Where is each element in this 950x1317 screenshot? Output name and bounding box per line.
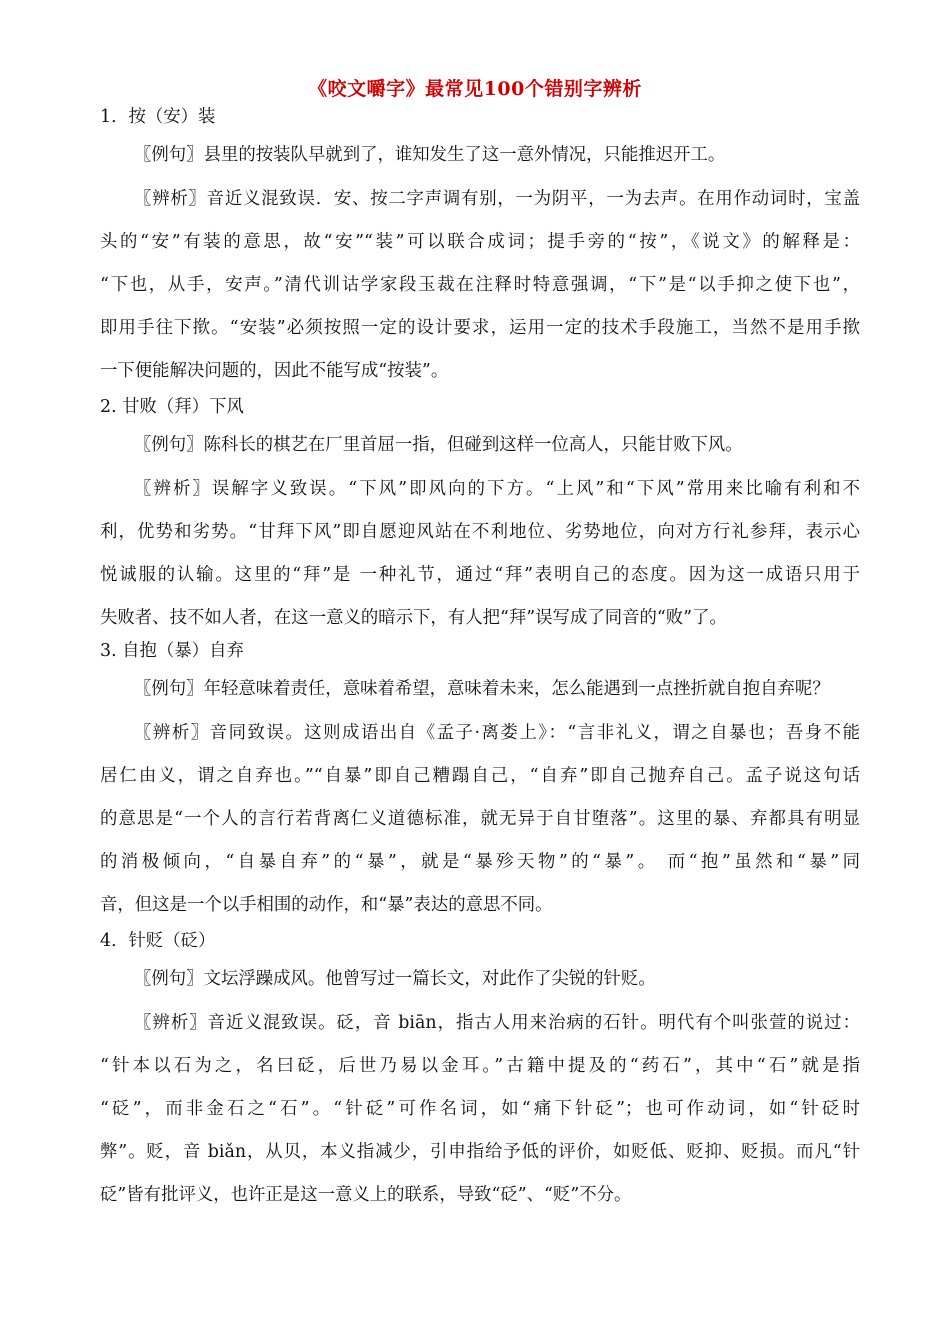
item-1-example bbox=[100, 134, 860, 177]
item-2-analysis-line: 悦诚服的认输。这里的“拜”是 一种礼节，通过“拜”表明自己的态度。因为这一成语只用于 bbox=[100, 565, 860, 585]
item-4-example bbox=[100, 958, 860, 1001]
item-3-analysis-line: 〖辨析〗音同致误。这则成语出自《孟子·离娄上》：“言非礼义，谓之自暴也；吾身不能 bbox=[134, 723, 860, 743]
item-4-analysis bbox=[100, 1002, 860, 1217]
item-2-analysis-line: 失败者、技不如人者，在这一意义的暗示下，有人把“拜”误写成了同音的“败”了。 bbox=[100, 608, 727, 628]
item-1-analysis bbox=[100, 178, 860, 393]
item-4-analysis-line: “砭”，而非金石之“石”。“针砭”可作名词，如“痛下针砭”；也可作动词，如“针砭时 bbox=[100, 1099, 860, 1119]
item-4-example-text: 〖例句〗文坛浮躁成风。他曾写过一篇长文，对此作了尖锐的针贬。 bbox=[134, 969, 656, 989]
item-4-heading: 4．针贬（砭） bbox=[100, 931, 216, 951]
item-2-analysis bbox=[100, 468, 860, 640]
item-2-analysis-line: 利，优势和劣势。“甘拜下风”即自愿迎风站在不利地位、劣势地位，向对方行礼参拜，表示心 bbox=[100, 522, 860, 542]
item-3-heading: 3. 自抱（暴）自弃 bbox=[100, 641, 244, 661]
item-3-analysis bbox=[100, 712, 860, 927]
item-3-analysis-line: 音，但这是一个以手相围的动作，和“暴”表达的意思不同。 bbox=[100, 895, 553, 915]
item-2-heading: 2. 甘败（拜）下风 bbox=[100, 397, 244, 417]
item-1-analysis-line: 头的“安”有装的意思，故“安”“装”可以联合成词；提手旁的“按”，《说文》的解释是： bbox=[100, 232, 860, 252]
item-4-analysis-line: 弊”。贬，音 biǎn，从贝，本义指减少，引申指给予低的评价，如贬低、贬抑、贬损。而凡“针 bbox=[100, 1142, 860, 1162]
item-3-analysis-line: 居仁由义，谓之自弃也。”“自暴”即自己糟蹋自己，“自弃”即自己抛弃自己。孟子说这句话 bbox=[100, 766, 860, 786]
document-title: 《咬文嚼字》最常见100个错别字辨析 bbox=[308, 78, 642, 100]
item-1-analysis-line: “下也，从手，安声。”清代训诂学家段玉裁在注释时特意强调，“下”是“以手抑之使下也”， bbox=[100, 275, 860, 295]
item-3-example-text: 〖例句〗年轻意味着责任，意味着希望，意味着未来，怎么能遇到一点挫折就自抱自弃呢？ bbox=[134, 679, 830, 699]
item-4-analysis-line: “针本以石为之，名曰砭，后世乃易以金耳。”古籍中提及的“药石”，其中“石”就是指 bbox=[100, 1056, 860, 1076]
item-4-analysis-line: 砭”皆有批评义，也许正是这一意义上的联系，导致“砭”、“贬”不分。 bbox=[100, 1185, 632, 1205]
item-3-analysis-line: 的意思是“一个人的言行若背离仁义道德标准，就无异于自甘堕落”。这里的暴、弃都具有明显 bbox=[100, 809, 860, 829]
item-2-analysis-line: 〖辨析〗误解字义致误。“下风”即风向的下方。“上风”和“下风”常用来比喻有利和不 bbox=[134, 479, 860, 499]
item-1-analysis-line: 〖辨析〗音近义混致误．安、按二字声调有别，一为阴平，一为去声。在用作动词时，宝盖 bbox=[134, 189, 860, 209]
item-1-analysis-line: 一下便能解决问题的，因此不能写成“按装”。 bbox=[100, 361, 449, 381]
item-1-heading: 1．按（安）装 bbox=[100, 107, 216, 127]
item-2-example bbox=[100, 424, 860, 467]
item-1-analysis-line: 即用手往下揿。“安装”必须按照一定的设计要求，运用一定的技术手段施工，当然不是用手揿 bbox=[100, 318, 860, 338]
item-1-example-text: 〖例句〗县里的按装队早就到了，谁知发生了这一意外情况，只能推迟开工。 bbox=[134, 145, 726, 165]
item-4-analysis-line: 〖辨析〗音近义混致误。砭，音 biān，指古人用来治病的石针。明代有个叫张萱的说过： bbox=[134, 1013, 860, 1033]
item-2-example-text: 〖例句〗陈科长的棋艺在厂里首屈一指，但碰到这样一位高人，只能甘败下风。 bbox=[134, 435, 743, 455]
item-3-example bbox=[100, 668, 860, 711]
item-3-analysis-line: 的消极倾向，“自暴自弃”的“暴”，就是“暴殄天物”的“暴”。 而“抱”虽然和“暴”同 bbox=[100, 852, 860, 872]
